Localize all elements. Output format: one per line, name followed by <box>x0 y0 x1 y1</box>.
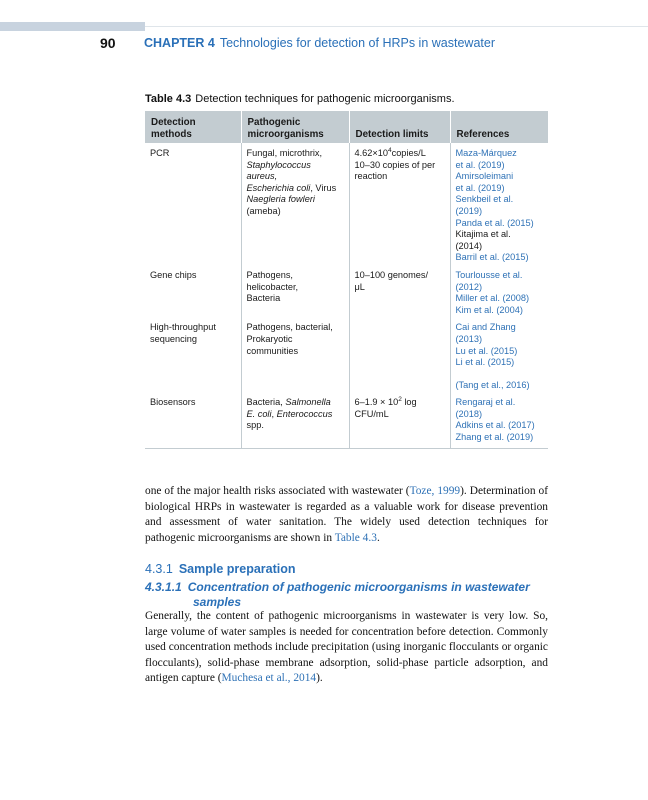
chapter-label: CHAPTER 4 <box>144 36 215 50</box>
microorganism-cell: Pathogens, bacterial, Prokaryotic communities <box>241 320 349 395</box>
header-references: References <box>450 111 548 143</box>
reference-link[interactable]: Panda et al. (2015) <box>455 217 534 228</box>
table-reference-link[interactable]: Table 4.3 <box>334 531 377 544</box>
header-bar <box>0 22 145 31</box>
header-detection-methods: Detection methods <box>145 111 241 143</box>
table-caption <box>145 93 455 105</box>
page-number: 90 <box>100 35 116 51</box>
running-head <box>144 36 495 50</box>
detection-limit-cell: $6-1.9 \times 10^2$ log CFU/mL <box>349 395 450 448</box>
table-header-row <box>145 111 548 143</box>
reference-link[interactable]: Tourlousse et al. (2012) <box>455 269 523 292</box>
reference-link[interactable]: Maza-Márquez et al. (2019) <box>455 148 517 170</box>
reference-link[interactable]: Adkins et al. (2017) <box>455 420 535 431</box>
reference-link[interactable]: Li et al. (2015) <box>455 357 515 368</box>
method-cell: High-throughput sequencing <box>145 320 241 395</box>
reference-link[interactable]: Cai and Zhang (2013) <box>455 322 516 344</box>
references-cell <box>450 395 548 448</box>
citation-link[interactable]: Muchesa et al., 2014 <box>221 672 317 684</box>
reference-link[interactable]: Zhang et al. (2019) <box>455 432 534 443</box>
body-paragraph: Generally, the content of pathogenic microorganisms in wastewater is very low. So, large volume of water samples is needed for concentration before detection. Commonly used concentration methods include precipitation (using inorganic flocculants or organic flocculants), solid-phase membrane adsorption, solid-phase particle adsorption, and antigen capture (Muchesa et al., 2014). <box>145 610 548 684</box>
chapter-title: Technologies for detection of HRPs in wastewater <box>219 36 495 50</box>
method-cell: Gene chips <box>145 268 241 320</box>
microorganism-cell: Fungal, microthrix, Staphylococcus aureus, Escherichia coli, Virus Naegleria fowleri (ameba) <box>241 143 349 268</box>
table-row <box>145 395 548 448</box>
references-cell <box>450 143 548 268</box>
method-cell: Biosensors <box>145 395 241 448</box>
detection-limit-cell: $4.62\times 10^4copies/L$ 10–30 copies of per reaction <box>349 143 450 268</box>
table-row <box>145 143 548 268</box>
reference-text: Kitajima et al. (2014) <box>455 229 511 251</box>
header-pathogenic-microorganisms: Pathogenic microorganisms <box>241 111 349 143</box>
method-cell: PCR <box>145 143 241 268</box>
microorganism-cell: Bacteria, Salmonella E. coli, Enterococcus spp. <box>241 395 349 448</box>
body-paragraph: one of the major health risks associated with wastewater (Toze, 1999). Determination of biological HRPs in wastewater is regarded as a valuable work for disease prevention and assessment of water sanitation. The widely used detection techniques for pathogenic microorganisms are shown in Table 4.3. <box>145 485 548 544</box>
reference-link[interactable]: Miller et al. (2008) <box>455 293 530 304</box>
table-caption-text: Detection techniques for pathogenic microorganisms. <box>195 93 455 105</box>
reference-link[interactable]: Lu et al. (2015) <box>455 345 518 356</box>
reference-link[interactable]: Kim et al. (2004) <box>455 304 523 315</box>
detection-limit-cell: 10–100 genomes/ μL <box>349 268 450 320</box>
table-label: Table 4.3 <box>145 93 192 105</box>
detection-limit-cell <box>349 320 450 395</box>
reference-link[interactable]: Amirsoleimani et al. (2019) <box>455 171 514 193</box>
table-row <box>145 268 548 320</box>
subsection-heading: 4.3.1.1 Concentration of pathogenic microorganisms in wastewater samples <box>145 580 530 609</box>
references-cell <box>450 320 548 395</box>
microorganism-cell: Pathogens, helicobacter, Bacteria <box>241 268 349 320</box>
header-detection-limits: Detection limits <box>349 111 450 143</box>
detection-table <box>145 111 548 449</box>
table-row <box>145 320 548 395</box>
references-cell <box>450 268 548 320</box>
reference-link[interactable]: Barril et al. (2015) <box>455 252 529 263</box>
reference-link[interactable]: Rengaraj et al. (2018) <box>455 397 516 419</box>
reference-link[interactable]: (Tang et al., 2016) <box>455 379 530 390</box>
reference-link[interactable]: Senkbeil et al. (2019) <box>455 194 514 216</box>
citation-link[interactable]: Toze, 1999 <box>409 485 461 497</box>
section-heading: 4.3.1 Sample preparation <box>145 562 296 576</box>
header-rule <box>145 26 648 27</box>
